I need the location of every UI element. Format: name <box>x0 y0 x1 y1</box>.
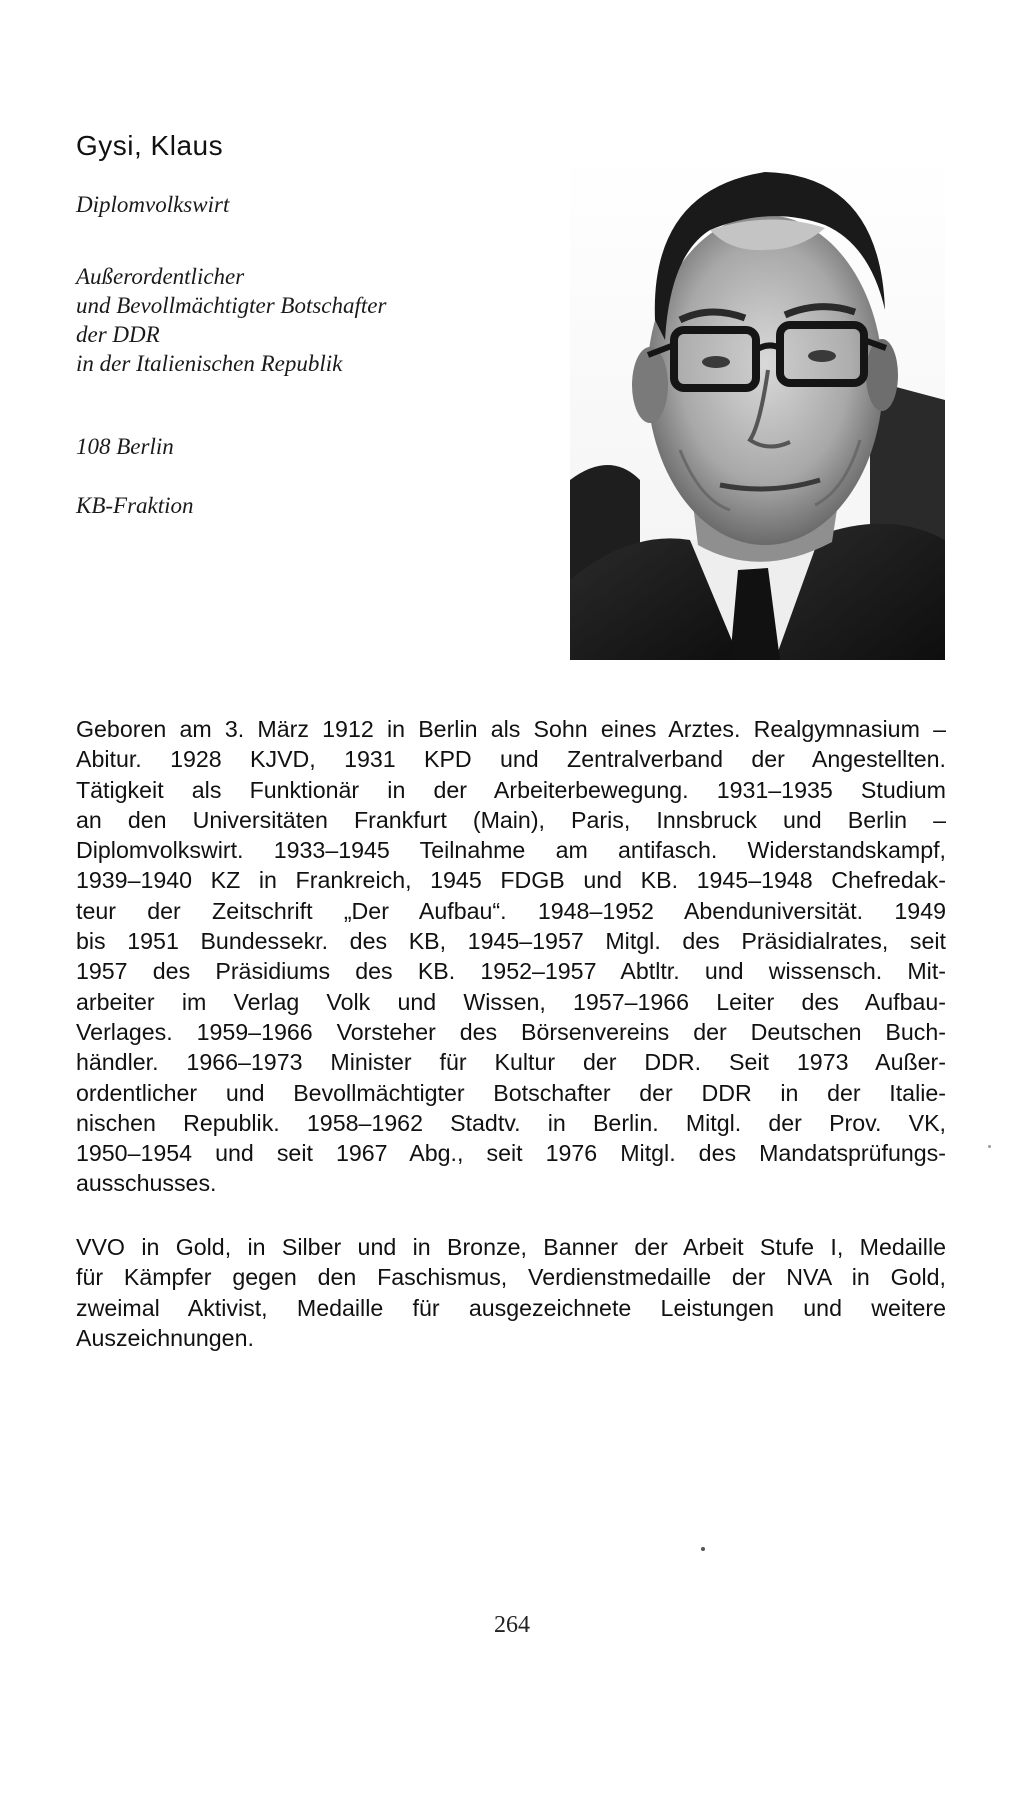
biography-line: Abitur. 1928 KJVD, 1931 KPD und Zentralverband der Angestellten. <box>76 746 946 773</box>
biography-line: Tätigkeit als Funktionär in der Arbeiterbewegung. 1931–1935 Studium <box>76 776 946 803</box>
eye-right <box>808 350 836 362</box>
biography-line: bis 1951 Bundessekr. des KB, 1945–1957 Mitgl. des Präsidialrates, seit <box>76 928 946 955</box>
faction: KB-Fraktion <box>76 493 194 518</box>
person-name: Gysi, Klaus <box>76 130 224 161</box>
ear-left <box>632 347 668 423</box>
ear-right <box>866 339 898 411</box>
biography-line: an den Universitäten Frankfurt (Main), Paris, Innsbruck und Berlin – <box>76 806 946 833</box>
biography-line: 1950–1954 und seit 1967 Abg., seit 1976 Mitgl. des Mandatsprüfungs- <box>76 1140 946 1167</box>
portrait-photo <box>570 150 945 660</box>
awards-line: für Kämpfer gegen den Faschismus, Verdienstmedaille der NVA in Gold, <box>76 1264 946 1291</box>
biography-line: ausschusses. <box>76 1170 217 1197</box>
position-line: in der Italienischen Republik <box>76 351 343 376</box>
awards-line: VVO in Gold, in Silber und in Bronze, Banner der Arbeit Stufe I, Medaille <box>76 1234 946 1260</box>
biography-line: ordentlicher und Bevollmächtigter Botschafter der DDR in der Italie- <box>76 1079 946 1106</box>
awards-line: zweimal Aktivist, Medaille für ausgezeichnete Leistungen und weitere <box>76 1294 946 1321</box>
position-block <box>76 262 386 378</box>
biography-line: teur der Zeitschrift „Der Aufbau“. 1948–1952 Abenduniversität. 1949 <box>76 897 946 924</box>
biography-line: 1939–1940 KZ in Frankreich, 1945 FDGB und KB. 1945–1948 Chefredak- <box>76 867 946 894</box>
biography-line: arbeiter im Verlag Volk und Wissen, 1957–1966 Leiter des Aufbau- <box>76 988 946 1015</box>
eye-left <box>702 356 730 368</box>
profession: Diplomvolkswirt <box>76 192 230 217</box>
paper-speck <box>988 1145 991 1148</box>
postal-location: 108 Berlin <box>76 434 174 459</box>
biography-line: Verlages. 1959–1966 Vorsteher des Börsenvereins der Deutschen Buch- <box>76 1018 946 1045</box>
position-line: Außerordentlicher <box>76 264 245 289</box>
biography-line: 1957 des Präsidiums des KB. 1952–1957 Abtltr. und wissensch. Mit- <box>76 958 946 985</box>
biography-line: händler. 1966–1973 Minister für Kultur der DDR. Seit 1973 Außer- <box>76 1049 946 1076</box>
paper-speck <box>701 1547 705 1551</box>
biography-line: Diplomvolkswirt. 1933–1945 Teilnahme am antifasch. Widerstandskampf, <box>76 837 946 864</box>
portrait-illustration <box>570 150 945 660</box>
page-number: 264 <box>494 1612 530 1638</box>
position-line: der DDR <box>76 322 160 347</box>
awards <box>76 1232 946 1353</box>
position-line: und Bevollmächtigter Botschafter <box>76 293 387 318</box>
biography <box>76 714 946 1199</box>
awards-line: Auszeichnungen. <box>76 1324 254 1351</box>
biography-line: Geboren am 3. März 1912 in Berlin als Sohn eines Arztes. Realgymnasium – <box>76 716 946 742</box>
biography-line: nischen Republik. 1958–1962 Stadtv. in Berlin. Mitgl. der Prov. VK, <box>76 1109 946 1136</box>
